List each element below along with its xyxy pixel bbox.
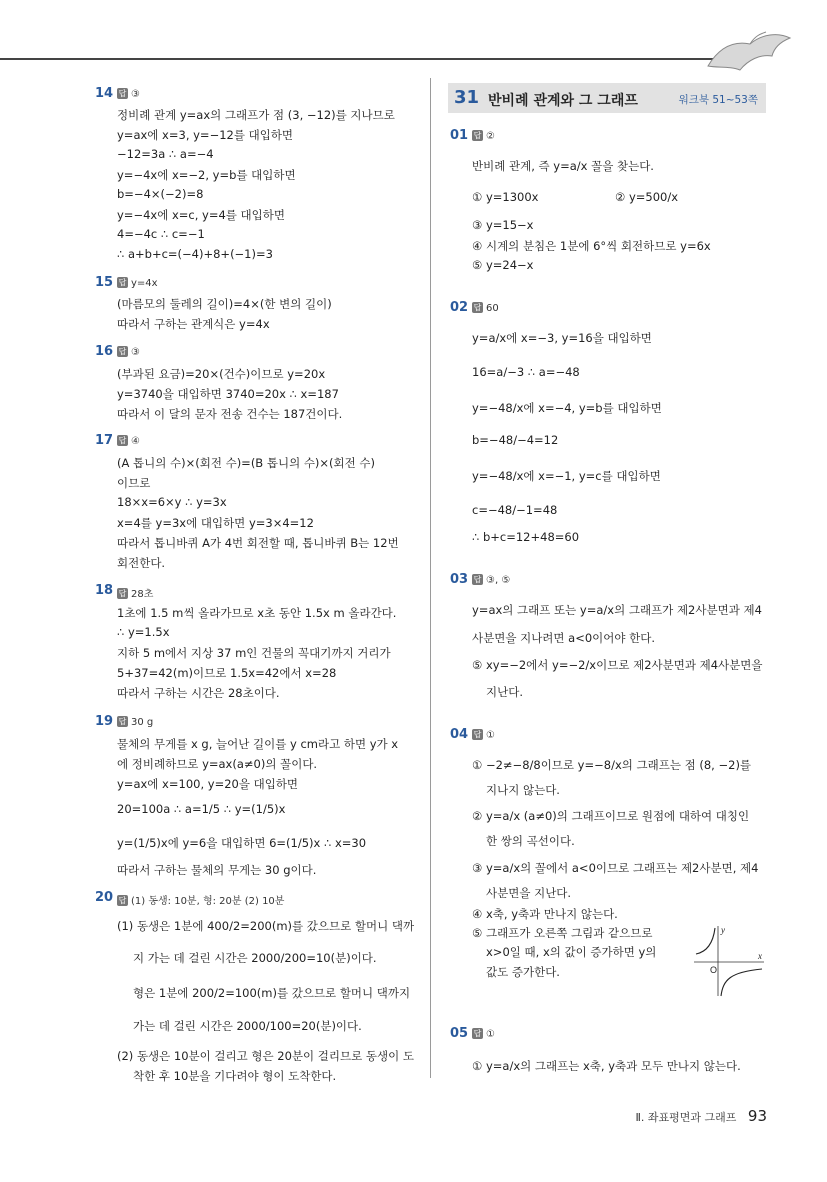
answer-line <box>117 277 158 289</box>
answer-badge-icon: 답 <box>118 589 127 598</box>
answer-badge-icon: 답 <box>118 717 127 726</box>
answer-value: ③ <box>131 89 140 100</box>
page-footer <box>635 1107 767 1125</box>
curve-quadrant-2 <box>696 928 715 954</box>
solution-line: ① y=1300x <box>472 190 539 204</box>
problem-number: 02 <box>450 300 469 315</box>
solution-line: y=ax의 그래프 또는 y=a/x의 그래프가 제2사분면과 제4 <box>472 603 762 617</box>
solution-line: 사분면을 지난다. <box>486 886 572 900</box>
problem-number: 04 <box>450 727 469 742</box>
problem-number: 03 <box>450 572 469 587</box>
answer-line <box>117 88 140 100</box>
solution-line: c=−48/−1=48 <box>472 503 558 517</box>
solution-line: ③ y=a/x의 꼴에서 a<0이므로 그래프는 제2사분면, 제4 <box>472 861 759 875</box>
answer-badge-icon: 답 <box>118 436 127 445</box>
solution-line: y=a/x에 x=−3, y=16을 대입하면 <box>472 331 652 345</box>
solution-line: y=(1/5)x에 y=6을 대입하면 6=(1/5)x ∴ x=30 <box>117 836 367 850</box>
solution-line: 지하 5 m에서 지상 37 m인 건물의 꼭대기까지 거리가 <box>117 646 391 660</box>
column-divider <box>430 78 431 1078</box>
solution-line: y=3740을 대입하면 3740=20x ∴ x=187 <box>117 387 339 401</box>
solution-line: y=ax에 x=100, y=20을 대입하면 <box>117 777 299 791</box>
solution-line: (1) 동생은 1분에 400/2=200(m)를 갔으므로 할머니 댁까 <box>117 919 415 933</box>
solution-line: (부과된 요금)=20×(건수)이므로 y=20x <box>117 367 326 381</box>
solution-line: 물체의 무게를 x g, 늘어난 길이를 y cm라고 하면 y가 x <box>117 737 399 751</box>
problem-number: 18 <box>95 583 114 598</box>
section-number: 31 <box>454 87 480 108</box>
problem-number: 19 <box>95 714 114 729</box>
answer-line <box>472 574 510 586</box>
answer-badge-icon: 답 <box>118 347 127 356</box>
solution-line: ④ 시계의 분침은 1분에 6°씩 회전하므로 y=6x <box>472 239 711 253</box>
problem-number: 17 <box>95 433 114 448</box>
solution-line: 가는 데 걸린 시간은 2000/100=20(분)이다. <box>133 1019 362 1033</box>
section-header <box>448 83 766 113</box>
solution-line: 따라서 구하는 시간은 28초이다. <box>117 686 280 700</box>
solution-line: ② y=500/x <box>615 190 679 204</box>
solution-line: 정비례 관계 y=ax의 그래프가 점 (3, −12)를 지나므로 <box>117 108 395 122</box>
solution-line: 4=−4c ∴ c=−1 <box>117 227 205 241</box>
solution-line: ④ x축, y축과 만나지 않는다. <box>472 907 618 921</box>
y-axis-label: y <box>721 925 725 935</box>
solution-line: ③ y=15−x <box>472 218 534 232</box>
answer-line <box>117 346 140 358</box>
answer-badge-icon: 답 <box>473 1029 482 1038</box>
answer-line <box>472 302 499 314</box>
answer-badge-icon: 답 <box>118 896 127 905</box>
solution-line: y=ax에 x=3, y=−12를 대입하면 <box>117 128 294 142</box>
solution-line: b=−48/−4=12 <box>472 433 559 447</box>
solution-line: 한 쌍의 곡선이다. <box>486 834 575 848</box>
answer-value: ③, ⑤ <box>486 575 511 586</box>
problem-number: 05 <box>450 1026 469 1041</box>
workbook-reference: 워크북 51~53쪽 <box>678 94 758 106</box>
solution-line: (마름모의 둘레의 길이)=4×(한 변의 길이) <box>117 297 332 311</box>
solution-line: 사분면을 지나려면 a<0이어야 한다. <box>472 631 656 645</box>
answer-badge-icon: 답 <box>118 89 127 98</box>
answer-line <box>117 892 284 907</box>
solution-line: ② y=a/x (a≠0)의 그래프이므로 원점에 대하여 대칭인 <box>472 809 750 823</box>
answer-value: y=4x <box>131 278 158 289</box>
answer-value: ② <box>486 131 495 142</box>
problem-number: 01 <box>450 128 469 143</box>
chapter-title: Ⅱ. 좌표평면과 그래프 <box>635 1111 737 1124</box>
solution-line: ⑤ 그래프가 오른쪽 그림과 같으므로 <box>472 926 653 940</box>
section-title: 반비례 관계와 그 그래프 <box>488 93 638 109</box>
solution-line: ① y=a/x의 그래프는 x축, y축과 모두 만나지 않는다. <box>472 1059 741 1073</box>
dragon-decoration-icon <box>700 26 795 76</box>
page-number: 93 <box>747 1107 767 1125</box>
header-rule <box>0 58 735 60</box>
solution-line: 따라서 이 달의 문자 전송 건수는 187건이다. <box>117 407 343 421</box>
answer-value: ① <box>486 1029 495 1040</box>
solution-line: ⑤ xy=−2에서 y=−2/x이므로 제2사분면과 제4사분면을 <box>472 658 763 672</box>
solution-line: 착한 후 10분을 기다려야 형이 도착한다. <box>133 1069 337 1083</box>
solution-line: −12=3a ∴ a=−4 <box>117 147 214 161</box>
answer-line <box>117 585 153 600</box>
solution-line: 반비례 관계, 즉 y=a/x 꼴을 찾는다. <box>472 159 654 173</box>
solution-line: y=−48/x에 x=−1, y=c를 대입하면 <box>472 469 661 483</box>
solution-line: 지 가는 데 걸린 시간은 2000/200=10(분)이다. <box>133 951 377 965</box>
answer-value: ④ <box>131 436 140 447</box>
answer-value: 30 g <box>131 717 154 728</box>
answer-line <box>472 1028 495 1040</box>
solution-line: y=−48/x에 x=−4, y=b를 대입하면 <box>472 401 662 415</box>
solution-line: ∴ a+b+c=(−4)+8+(−1)=3 <box>117 247 273 261</box>
solution-line: 따라서 구하는 물체의 무게는 30 g이다. <box>117 863 317 877</box>
solution-line: 에 정비례하므로 y=ax(a≠0)의 꼴이다. <box>117 757 318 771</box>
solution-line: 회전한다. <box>117 556 166 570</box>
solution-line: x=4를 y=3x에 대입하면 y=3×4=12 <box>117 516 314 530</box>
hyperbola-graph <box>688 922 768 1000</box>
answer-badge-icon: 답 <box>473 575 482 584</box>
solution-line: 지나지 않는다. <box>486 783 560 797</box>
solution-line: 형은 1분에 200/2=100(m)를 갔으므로 할머니 댁까지 <box>133 986 411 1000</box>
solution-line: 이므로 <box>117 476 151 490</box>
answer-value: 28초 <box>131 589 154 600</box>
solution-line: 따라서 구하는 관계식은 y=4x <box>117 317 270 331</box>
answer-value: ③ <box>131 347 140 358</box>
problem-number: 14 <box>95 86 114 101</box>
solution-line: 따라서 톱니바퀴 A가 4번 회전할 때, 톱니바퀴 B는 12번 <box>117 536 399 550</box>
solution-line: x>0일 때, x의 값이 증가하면 y의 <box>486 945 657 959</box>
answer-line <box>117 435 140 447</box>
solution-line: ∴ b+c=12+48=60 <box>472 530 580 544</box>
answer-badge-icon: 답 <box>473 131 482 140</box>
solution-line: 16=a/−3 ∴ a=−48 <box>472 365 580 379</box>
answer-line <box>472 130 495 142</box>
solution-line: y=−4x에 x=c, y=4를 대입하면 <box>117 208 285 222</box>
solution-line: 18×x=6×y ∴ y=3x <box>117 495 227 509</box>
solution-line: ① −2≠−8/8이므로 y=−8/x의 그래프는 점 (8, −2)를 <box>472 758 752 772</box>
answer-value: (1) 동생: 10분, 형: 20분 (2) 10분 <box>131 896 285 907</box>
solution-line: (A 톱니의 수)×(회전 수)=(B 톱니의 수)×(회전 수) <box>117 456 376 470</box>
solution-line: 20=100a ∴ a=1/5 ∴ y=(1/5)x <box>117 802 286 816</box>
solution-line: 1초에 1.5 m씩 올라가므로 x초 동안 1.5x m 올라간다. <box>117 606 397 620</box>
answer-value: 60 <box>486 303 499 314</box>
problem-number: 16 <box>95 344 114 359</box>
x-axis-label: x <box>758 951 762 961</box>
answer-line <box>117 716 153 728</box>
solution-line: ∴ y=1.5x <box>117 625 170 639</box>
answer-value: ① <box>486 730 495 741</box>
curve-quadrant-4 <box>721 969 762 996</box>
answer-badge-icon: 답 <box>473 303 482 312</box>
origin-label: O <box>710 965 718 975</box>
solution-line: ⑤ y=24−x <box>472 258 534 272</box>
answer-badge-icon: 답 <box>118 278 127 287</box>
problem-number: 20 <box>95 890 114 905</box>
problem-number: 15 <box>95 275 114 290</box>
answer-badge-icon: 답 <box>473 730 482 739</box>
solution-line: b=−4×(−2)=8 <box>117 187 204 201</box>
solution-line: 값도 증가한다. <box>486 965 560 979</box>
solution-line: (2) 동생은 10분이 걸리고 형은 20분이 걸리므로 동생이 도 <box>117 1049 414 1063</box>
solution-line: 5+37=42(m)이므로 1.5x=42에서 x=28 <box>117 666 337 680</box>
solution-line: y=−4x에 x=−2, y=b를 대입하면 <box>117 168 296 182</box>
answer-line <box>472 729 495 741</box>
solution-line: 지난다. <box>486 685 523 699</box>
